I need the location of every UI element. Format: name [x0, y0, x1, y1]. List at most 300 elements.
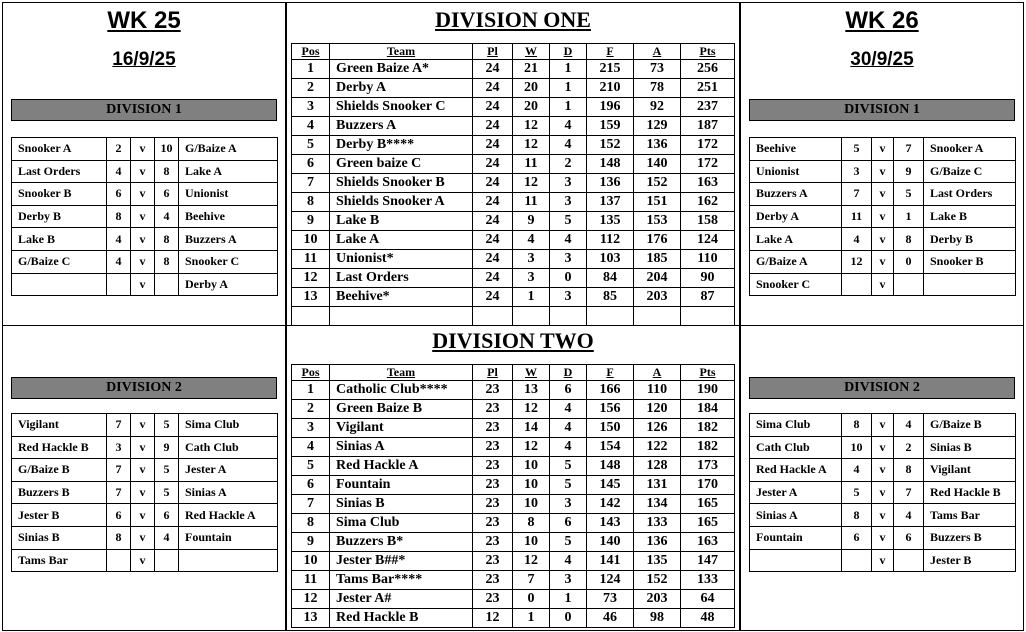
- home-team: Tams Bar: [12, 549, 107, 572]
- versus: v: [131, 160, 155, 183]
- cell-pl: 24: [473, 60, 513, 79]
- home-score: 4: [842, 228, 872, 251]
- cell-pl: 23: [473, 552, 513, 571]
- home-score: 3: [842, 160, 872, 183]
- cell-pos: 6: [292, 155, 330, 174]
- fixtures-table: [749, 413, 1016, 572]
- cell-pl: 24: [473, 98, 513, 117]
- cell-pos: 6: [292, 476, 330, 495]
- cell-pl: 23: [473, 476, 513, 495]
- cell-a: 185: [634, 250, 681, 269]
- cell-f: 142: [587, 495, 634, 514]
- cell-team: Shields Snooker B: [330, 174, 473, 193]
- cell-a: 128: [634, 457, 681, 476]
- home-team: Red Hackle B: [12, 436, 107, 459]
- away-team: Lake B: [924, 205, 1016, 228]
- home-score: 10: [842, 436, 872, 459]
- cell-d: 0: [550, 609, 587, 628]
- cell-pl: 23: [473, 457, 513, 476]
- cell-pts: 170: [681, 476, 735, 495]
- away-team: G/Baize A: [179, 138, 278, 161]
- cell-pts: 237: [681, 98, 735, 117]
- away-score: 9: [894, 160, 924, 183]
- cell-a: 203: [634, 288, 681, 307]
- cell-team: Beehive*: [330, 288, 473, 307]
- versus: v: [872, 183, 894, 206]
- fixture-row: [750, 436, 1016, 459]
- cell-pos: 4: [292, 117, 330, 136]
- cell-a: 153: [634, 212, 681, 231]
- versus: v: [131, 205, 155, 228]
- cell-pl: 23: [473, 438, 513, 457]
- away-team: Fountain: [179, 526, 278, 549]
- cell-pos: [292, 307, 330, 326]
- fixture-row: [12, 205, 278, 228]
- week-title: WK 25: [107, 7, 181, 34]
- cell-f: 136: [587, 174, 634, 193]
- versus: v: [872, 138, 894, 161]
- fixture-row: [12, 228, 278, 251]
- away-team: Unionist: [179, 183, 278, 206]
- cell-team: Derby A: [330, 79, 473, 98]
- home-team: Lake A: [750, 228, 842, 251]
- versus: v: [131, 549, 155, 572]
- fixture-row: [750, 549, 1016, 572]
- cell-f: 143: [587, 514, 634, 533]
- away-team: Vigilant: [924, 459, 1016, 482]
- cell-w: 1: [513, 288, 550, 307]
- cell-pos: 2: [292, 79, 330, 98]
- cell-pl: 24: [473, 231, 513, 250]
- cell-pl: 23: [473, 400, 513, 419]
- away-score: 0: [894, 250, 924, 273]
- cell-team: Sinias A: [330, 438, 473, 457]
- cell-d: 1: [550, 60, 587, 79]
- cell-a: 129: [634, 117, 681, 136]
- versus: v: [872, 228, 894, 251]
- cell-pos: 4: [292, 438, 330, 457]
- cell-pos: 8: [292, 514, 330, 533]
- cell-d: 0: [550, 269, 587, 288]
- away-team: Snooker A: [924, 138, 1016, 161]
- cell-f: 85: [587, 288, 634, 307]
- table-row: [292, 419, 735, 438]
- table-row: [292, 60, 735, 79]
- cell-a: 133: [634, 514, 681, 533]
- home-team: Cath Club: [750, 436, 842, 459]
- cell-team: Lake A: [330, 231, 473, 250]
- versus: v: [872, 436, 894, 459]
- table-row: [292, 193, 735, 212]
- cell-pl: 23: [473, 571, 513, 590]
- table-row: [292, 250, 735, 269]
- cell-pts: 48: [681, 609, 735, 628]
- cell-pos: 8: [292, 193, 330, 212]
- home-score: 8: [842, 504, 872, 527]
- fixture-row: [750, 183, 1016, 206]
- fixture-row: [750, 250, 1016, 273]
- cell-a: 152: [634, 571, 681, 590]
- cell-w: 13: [513, 381, 550, 400]
- away-score: 4: [894, 414, 924, 437]
- cell-pl: 24: [473, 250, 513, 269]
- table-row: [292, 533, 735, 552]
- cell-pl: 23: [473, 495, 513, 514]
- cell-team: Lake B: [330, 212, 473, 231]
- cell-pos: 5: [292, 136, 330, 155]
- versus: v: [872, 414, 894, 437]
- cell-pts: 182: [681, 419, 735, 438]
- cell-w: [513, 307, 550, 326]
- cell-w: 10: [513, 533, 550, 552]
- division-two-panel: [286, 325, 740, 631]
- cell-f: 148: [587, 457, 634, 476]
- cell-w: 12: [513, 400, 550, 419]
- cell-d: 5: [550, 533, 587, 552]
- versus: v: [131, 414, 155, 437]
- table-row: [292, 571, 735, 590]
- cell-pts: 165: [681, 495, 735, 514]
- column-header: Pl: [473, 44, 513, 60]
- cell-pts: 158: [681, 212, 735, 231]
- cell-f: 196: [587, 98, 634, 117]
- cell-d: 4: [550, 117, 587, 136]
- versus: v: [131, 183, 155, 206]
- cell-a: 135: [634, 552, 681, 571]
- cell-f: 145: [587, 476, 634, 495]
- cell-a: 131: [634, 476, 681, 495]
- home-score: 6: [107, 504, 131, 527]
- cell-f: 140: [587, 533, 634, 552]
- cell-w: 21: [513, 60, 550, 79]
- away-team: Tams Bar: [924, 504, 1016, 527]
- away-score: 7: [894, 481, 924, 504]
- fixtures-table: [749, 137, 1016, 296]
- cell-w: 12: [513, 174, 550, 193]
- cell-pos: 7: [292, 495, 330, 514]
- column-header: D: [550, 44, 587, 60]
- cell-d: 3: [550, 250, 587, 269]
- cell-w: 10: [513, 457, 550, 476]
- home-score: [842, 549, 872, 572]
- cell-w: 9: [513, 212, 550, 231]
- away-score: 8: [155, 228, 179, 251]
- home-team: Last Orders: [12, 160, 107, 183]
- home-team: Red Hackle A: [750, 459, 842, 482]
- home-score: [842, 273, 872, 296]
- cell-a: 152: [634, 174, 681, 193]
- fixture-row: [12, 183, 278, 206]
- table-row: [292, 307, 735, 326]
- week-25-panel: [2, 2, 286, 326]
- away-team: Snooker C: [179, 250, 278, 273]
- fixture-row: [750, 459, 1016, 482]
- cell-pts: 165: [681, 514, 735, 533]
- cell-a: 98: [634, 609, 681, 628]
- home-score: 5: [842, 138, 872, 161]
- table-row: [292, 609, 735, 628]
- versus: v: [131, 436, 155, 459]
- cell-team: Jester A#: [330, 590, 473, 609]
- away-score: 5: [155, 414, 179, 437]
- versus: v: [872, 504, 894, 527]
- home-score: 7: [107, 414, 131, 437]
- versus: v: [872, 459, 894, 482]
- away-score: 2: [894, 436, 924, 459]
- cell-a: 136: [634, 533, 681, 552]
- cell-w: 12: [513, 117, 550, 136]
- home-team: Jester B: [12, 504, 107, 527]
- fixture-row: [12, 481, 278, 504]
- column-header: Pts: [681, 365, 735, 381]
- cell-a: 134: [634, 495, 681, 514]
- cell-team: Unionist*: [330, 250, 473, 269]
- cell-d: 4: [550, 419, 587, 438]
- cell-team: Fountain: [330, 476, 473, 495]
- away-score: 6: [894, 526, 924, 549]
- home-team: Derby A: [750, 205, 842, 228]
- cell-team: Catholic Club****: [330, 381, 473, 400]
- away-team: Sinias A: [179, 481, 278, 504]
- home-team: Buzzers B: [12, 481, 107, 504]
- away-team: Derby B: [924, 228, 1016, 251]
- cell-pts: 187: [681, 117, 735, 136]
- table-row: [292, 155, 735, 174]
- cell-d: 4: [550, 400, 587, 419]
- cell-w: 12: [513, 136, 550, 155]
- cell-pl: 23: [473, 590, 513, 609]
- away-team: Jester B: [924, 549, 1016, 572]
- away-team: Last Orders: [924, 183, 1016, 206]
- home-score: 6: [842, 526, 872, 549]
- cell-f: 210: [587, 79, 634, 98]
- home-team: Snooker B: [12, 183, 107, 206]
- home-score: 6: [107, 183, 131, 206]
- away-team: Sima Club: [179, 414, 278, 437]
- cell-team: Shields Snooker A: [330, 193, 473, 212]
- cell-w: 10: [513, 476, 550, 495]
- table-row: [292, 288, 735, 307]
- away-score: 6: [155, 183, 179, 206]
- column-header: W: [513, 365, 550, 381]
- away-team: [924, 273, 1016, 296]
- table-row: [292, 552, 735, 571]
- home-team: G/Baize A: [750, 250, 842, 273]
- home-team: Lake B: [12, 228, 107, 251]
- week-title: WK 26: [845, 7, 919, 34]
- cell-pts: 124: [681, 231, 735, 250]
- division-1-header: DIVISION 1: [749, 99, 1015, 121]
- cell-d: 4: [550, 552, 587, 571]
- cell-f: 215: [587, 60, 634, 79]
- cell-f: 141: [587, 552, 634, 571]
- cell-pts: 133: [681, 571, 735, 590]
- cell-a: 151: [634, 193, 681, 212]
- cell-f: 152: [587, 136, 634, 155]
- cell-d: 1: [550, 590, 587, 609]
- cell-w: 11: [513, 155, 550, 174]
- cell-w: 3: [513, 269, 550, 288]
- away-score: 8: [155, 160, 179, 183]
- division-one-panel: [286, 2, 740, 326]
- table-row: [292, 231, 735, 250]
- cell-pl: 23: [473, 533, 513, 552]
- fixtures-table: [11, 137, 278, 296]
- versus: v: [131, 273, 155, 296]
- versus: v: [131, 481, 155, 504]
- away-team: [179, 549, 278, 572]
- cell-f: 124: [587, 571, 634, 590]
- cell-pts: 162: [681, 193, 735, 212]
- home-score: 7: [842, 183, 872, 206]
- cell-a: 92: [634, 98, 681, 117]
- cell-team: Tams Bar****: [330, 571, 473, 590]
- fixture-row: [750, 414, 1016, 437]
- fixture-row: [12, 526, 278, 549]
- week-25-div2-panel: [2, 325, 286, 631]
- cell-pts: 163: [681, 174, 735, 193]
- cell-team: Shields Snooker C: [330, 98, 473, 117]
- cell-w: 12: [513, 552, 550, 571]
- home-score: 5: [842, 481, 872, 504]
- cell-pos: 2: [292, 400, 330, 419]
- fixture-row: [750, 205, 1016, 228]
- column-header: Team: [330, 365, 473, 381]
- away-team: Red Hackle B: [924, 481, 1016, 504]
- cell-pts: [681, 307, 735, 326]
- away-score: [155, 549, 179, 572]
- cell-pl: 23: [473, 419, 513, 438]
- versus: v: [872, 160, 894, 183]
- cell-pos: 10: [292, 552, 330, 571]
- cell-f: 154: [587, 438, 634, 457]
- table-row: [292, 79, 735, 98]
- fixture-row: [12, 138, 278, 161]
- away-team: G/Baize B: [924, 414, 1016, 437]
- week-date: 30/9/25: [850, 49, 914, 70]
- header-row: [292, 44, 735, 60]
- cell-d: 6: [550, 381, 587, 400]
- away-team: Buzzers A: [179, 228, 278, 251]
- cell-w: 14: [513, 419, 550, 438]
- cell-pts: 190: [681, 381, 735, 400]
- table-row: [292, 590, 735, 609]
- cell-f: 112: [587, 231, 634, 250]
- away-team: Snooker B: [924, 250, 1016, 273]
- versus: v: [131, 459, 155, 482]
- cell-pos: 10: [292, 231, 330, 250]
- cell-pl: 24: [473, 212, 513, 231]
- home-team: Unionist: [750, 160, 842, 183]
- week-26-panel: [740, 2, 1024, 326]
- cell-pl: 24: [473, 117, 513, 136]
- cell-team: Red Hackle B: [330, 609, 473, 628]
- versus: v: [872, 250, 894, 273]
- fixture-row: [12, 414, 278, 437]
- cell-a: [634, 307, 681, 326]
- cell-pos: 3: [292, 98, 330, 117]
- home-team: Fountain: [750, 526, 842, 549]
- cell-a: 176: [634, 231, 681, 250]
- cell-pos: 13: [292, 609, 330, 628]
- away-score: 4: [894, 504, 924, 527]
- cell-pts: 172: [681, 136, 735, 155]
- cell-f: 166: [587, 381, 634, 400]
- cell-pts: 64: [681, 590, 735, 609]
- away-team: Derby A: [179, 273, 278, 296]
- column-header: Pts: [681, 44, 735, 60]
- cell-d: 3: [550, 288, 587, 307]
- cell-pl: 24: [473, 174, 513, 193]
- fixture-row: [750, 160, 1016, 183]
- versus: v: [872, 481, 894, 504]
- fixture-row: [12, 436, 278, 459]
- cell-a: 122: [634, 438, 681, 457]
- fixture-row: [750, 273, 1016, 296]
- cell-pts: 163: [681, 533, 735, 552]
- table-row: [292, 514, 735, 533]
- away-team: Lake A: [179, 160, 278, 183]
- league-table: [291, 364, 735, 628]
- home-score: 7: [107, 459, 131, 482]
- table-row: [292, 174, 735, 193]
- cell-w: 1: [513, 609, 550, 628]
- cell-d: 1: [550, 98, 587, 117]
- away-score: 5: [155, 459, 179, 482]
- cell-pl: 24: [473, 155, 513, 174]
- column-header: Pl: [473, 365, 513, 381]
- versus: v: [131, 138, 155, 161]
- cell-w: 0: [513, 590, 550, 609]
- table-row: [292, 117, 735, 136]
- cell-pts: 172: [681, 155, 735, 174]
- versus: v: [872, 526, 894, 549]
- cell-pts: 110: [681, 250, 735, 269]
- cell-pos: 11: [292, 250, 330, 269]
- fixtures-table: [11, 413, 278, 572]
- cell-w: 3: [513, 250, 550, 269]
- cell-pts: 173: [681, 457, 735, 476]
- column-header: A: [634, 44, 681, 60]
- table-row: [292, 495, 735, 514]
- cell-f: 46: [587, 609, 634, 628]
- home-score: 4: [107, 160, 131, 183]
- cell-pl: 24: [473, 79, 513, 98]
- cell-f: 135: [587, 212, 634, 231]
- home-team: Vigilant: [12, 414, 107, 437]
- away-score: [894, 273, 924, 296]
- column-header: Pos: [292, 44, 330, 60]
- table-row: [292, 98, 735, 117]
- cell-team: [330, 307, 473, 326]
- cell-w: 20: [513, 98, 550, 117]
- league-table: [291, 43, 735, 326]
- cell-team: Red Hackle A: [330, 457, 473, 476]
- column-header: F: [587, 365, 634, 381]
- cell-pl: [473, 307, 513, 326]
- cell-w: 12: [513, 438, 550, 457]
- cell-f: 103: [587, 250, 634, 269]
- fixture-row: [12, 549, 278, 572]
- cell-team: Green Baize B: [330, 400, 473, 419]
- home-team: Jester A: [750, 481, 842, 504]
- home-score: 12: [842, 250, 872, 273]
- versus: v: [131, 526, 155, 549]
- cell-a: 204: [634, 269, 681, 288]
- column-header: D: [550, 365, 587, 381]
- away-team: Sinias B: [924, 436, 1016, 459]
- away-score: 8: [894, 459, 924, 482]
